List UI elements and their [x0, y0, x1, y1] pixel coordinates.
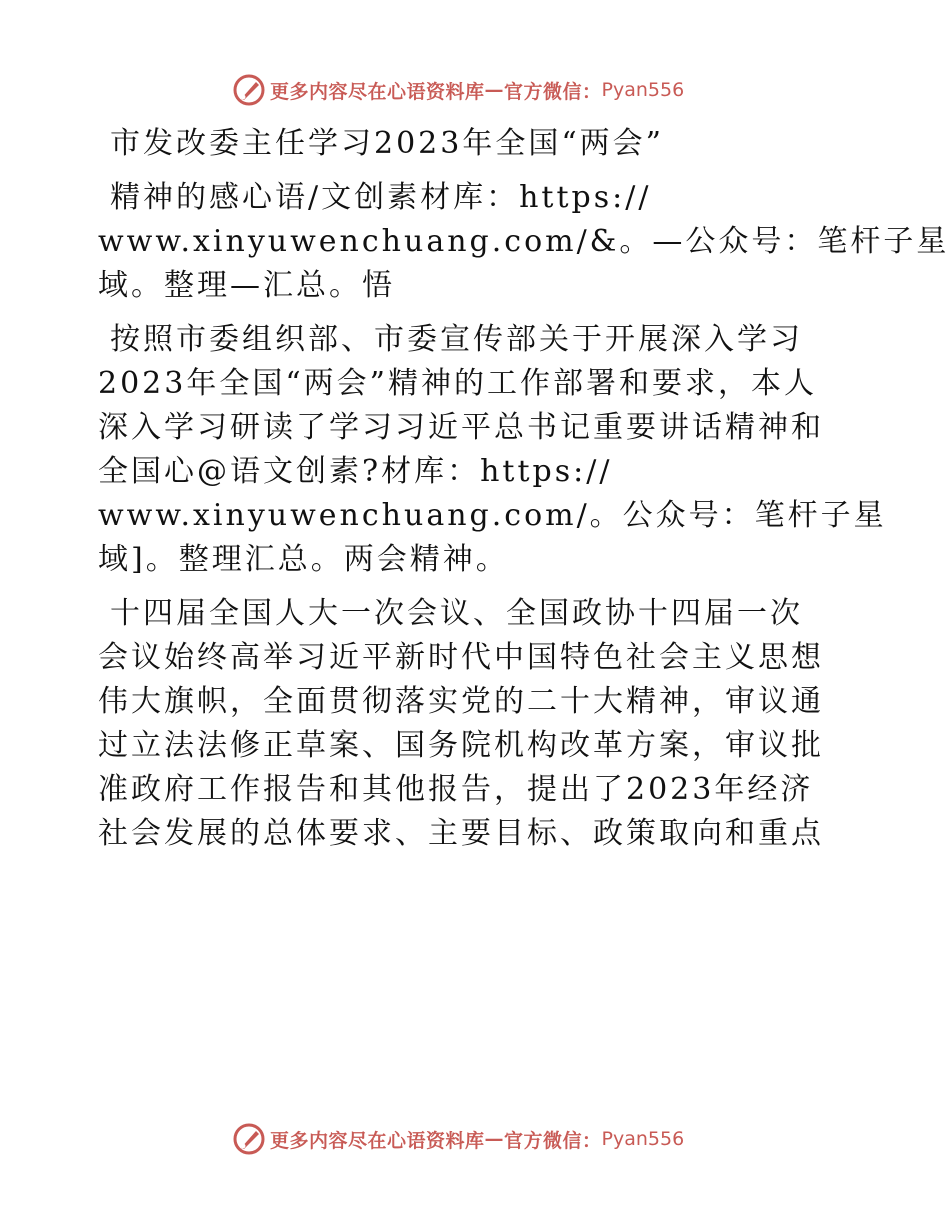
text-line: 按照市委组织部、市委宣传部关于开展深入学习 — [110, 322, 803, 357]
text-line: 域。整理—汇总。悟 — [98, 268, 395, 303]
paragraph-source-note — [98, 176, 950, 308]
text-line: 准政府工作报告和其他报告，提出了2023年经济 — [98, 772, 814, 807]
title-paragraph — [98, 122, 868, 166]
wechat-label: 官方微信： — [504, 80, 602, 103]
header-watermark — [232, 72, 684, 108]
document-body — [98, 122, 950, 856]
quill-logo-icon — [232, 1122, 266, 1156]
text-line: 精神的感心语/文创素材库：https:// — [110, 180, 652, 215]
text-line: 市发改委主任学习2023年全国“两会” — [110, 126, 665, 161]
promo-text: 更多内容尽在心语资料库 — [270, 80, 485, 103]
paragraph-intro — [98, 318, 887, 582]
wechat-label: 官方微信： — [504, 1129, 602, 1152]
text-line: 过立法法修正草案、国务院机构改革方案，审议批 — [98, 728, 824, 763]
wechat-id: Pyan556 — [601, 79, 685, 101]
wechat-id: Pyan556 — [601, 1128, 685, 1150]
quill-logo-icon — [232, 73, 266, 107]
text-line: www.xinyuwenchuang.com/&。—公众号：笔杆子星 — [98, 224, 950, 259]
text-line: 深入学习研读了学习习近平总书记重要讲话精神和 — [98, 410, 824, 445]
text-line: 2023年全国“两会”精神的工作部署和要求，本人 — [98, 366, 818, 401]
text-line: www.xinyuwenchuang.com/。公众号：笔杆子星 — [98, 498, 887, 533]
text-line: 域]。整理汇总。两会精神。 — [98, 542, 509, 577]
promo-text: 更多内容尽在心语资料库 — [270, 1129, 485, 1152]
promo-dash: — — [484, 79, 505, 101]
text-line: 十四届全国人大一次会议、全国政协十四届一次 — [110, 596, 803, 631]
text-line: 全国心@语文创素?材库：https:// — [98, 454, 613, 489]
promo-dash: — — [484, 1128, 505, 1150]
text-line: 社会发展的总体要求、主要目标、政策取向和重点 — [98, 816, 824, 851]
paragraph-main — [98, 592, 868, 856]
text-line: 伟大旗帜，全面贯彻落实党的二十大精神，审议通 — [98, 684, 824, 719]
footer-watermark — [232, 1121, 684, 1157]
text-line: 会议始终高举习近平新时代中国特色社会主义思想 — [98, 640, 824, 675]
